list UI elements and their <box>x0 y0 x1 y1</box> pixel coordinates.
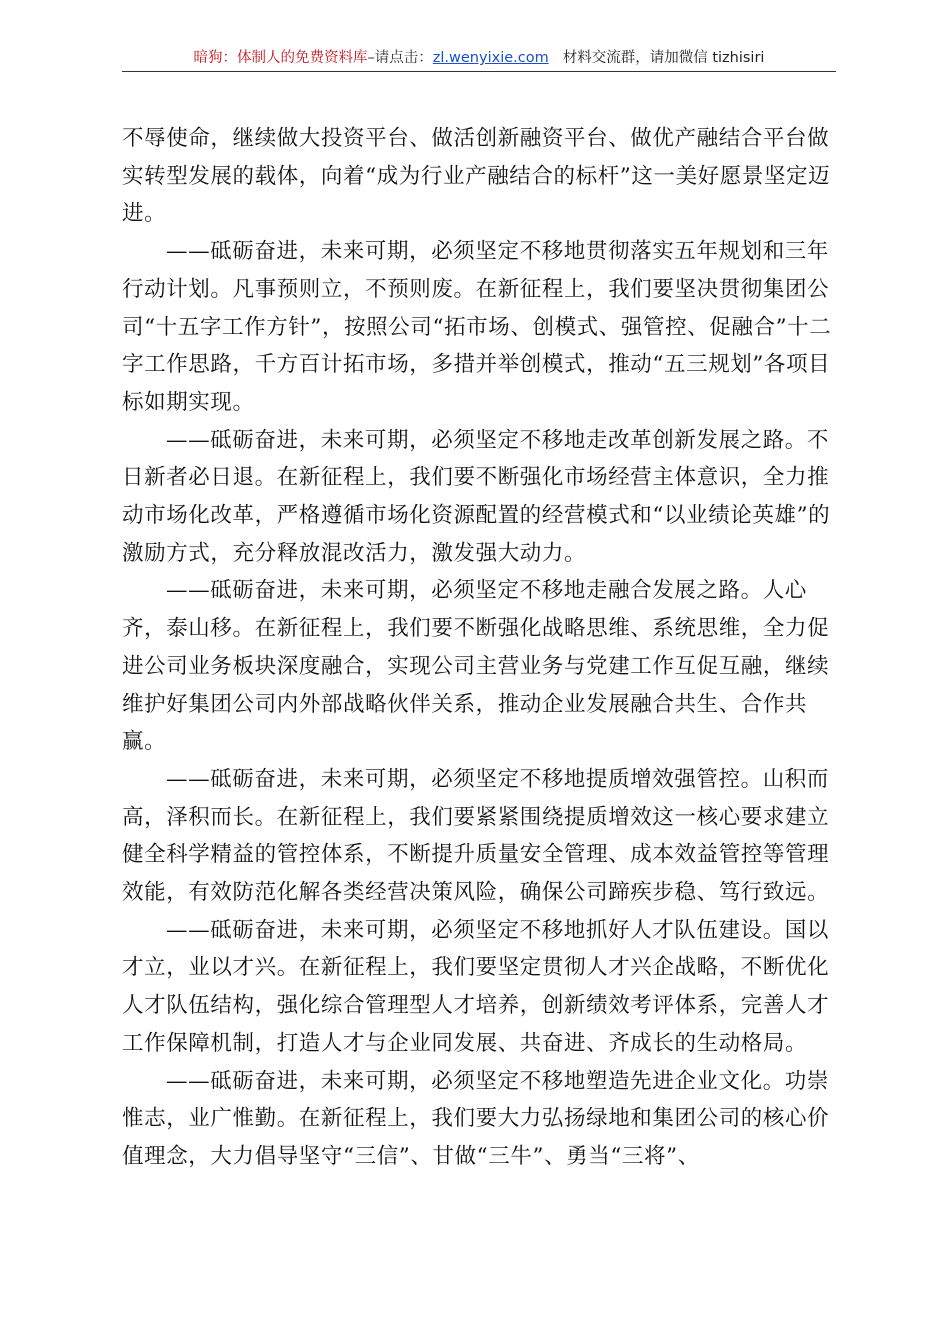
header-prompt: –请点击： <box>367 50 433 66</box>
paragraph-3: ——砥砺奋进，未来可期，必须坚定不移地走改革创新发展之路。不日新者必日退。在新征程上，我们要不断强化市场经营主体意识，全力推动市场化改革，严格遵循市场化资源配置的经营模式和“以业绩论英雄”的激励方式，充分释放混改活力，激发强大动力。 <box>122 427 831 566</box>
paragraph-2: ——砥砺奋进，未来可期，必须坚定不移地贯彻落实五年规划和三年行动计划。凡事预则立，不预则废。在新征程上，我们要坚决贯彻集团公司“十五字工作方针”，按照公司“拓市场、创模式、强管控、促融合”十二字工作思路，千方百计拓市场，多措并举创模式，推动“五三规划”各项目标如期实现。 <box>122 239 832 415</box>
paragraph-1: 不辱使命，继续做大投资平台、做活创新融资平台、做优产融结合平台做实转型发展的载体，向着“成为行业产融结合的标杆”这一美好愿景坚定迈进。 <box>122 126 831 227</box>
page-header <box>122 48 836 68</box>
header-link[interactable]: zl.wenyixie.com <box>432 50 549 66</box>
header-group-note: 材料交流群，请加微信 tizhisiri <box>562 50 765 66</box>
paragraph-7: ——砥砺奋进，未来可期，必须坚定不移地塑造先进企业文化。功崇惟志，业广惟勤。在新征程上，我们要大力弘扬绿地和集团公司的核心价值理念，大力倡导坚守“三信”、甘做“三牛”、勇当“三将”、 <box>122 1068 830 1169</box>
document-body <box>122 120 840 1176</box>
paragraph-4: ——砥砺奋进，未来可期，必须坚定不移地走融合发展之路。人心齐，泰山移。在新征程上，我们要不断强化战略思维、系统思维，全力促进公司业务板块深度融合，实现公司主营业务与党建工作互促互融，继续维护好集团公司内外部战略伙伴关系，推动企业发展融合共生、合作共赢。 <box>122 578 830 755</box>
header-rule <box>122 71 836 72</box>
paragraph-5: ——砥砺奋进，未来可期，必须坚定不移地提质增效强管控。山积而高，泽积而长。在新征程上，我们要紧紧围绕提质增效这一核心要求建立健全科学精益的管控体系，不断提升质量安全管理、成本效益管控等管理效能，有效防范化解各类经营决策风险，确保公司蹄疾步稳、笃行致远。 <box>122 766 830 906</box>
paragraph-6: ——砥砺奋进，未来可期，必须坚定不移地抓好人才队伍建设。国以才立，业以才兴。在新征程上，我们要坚定贯彻人才兴企战略，不断优化人才队伍结构，强化综合管理型人才培养，创新绩效考评体系，完善人才工作保障机制，打造人才与企业同发展、共奋进、齐成长的生动格局。 <box>122 917 830 1056</box>
header-brand: 暗狗：体制人的免费资料库 <box>193 50 368 66</box>
